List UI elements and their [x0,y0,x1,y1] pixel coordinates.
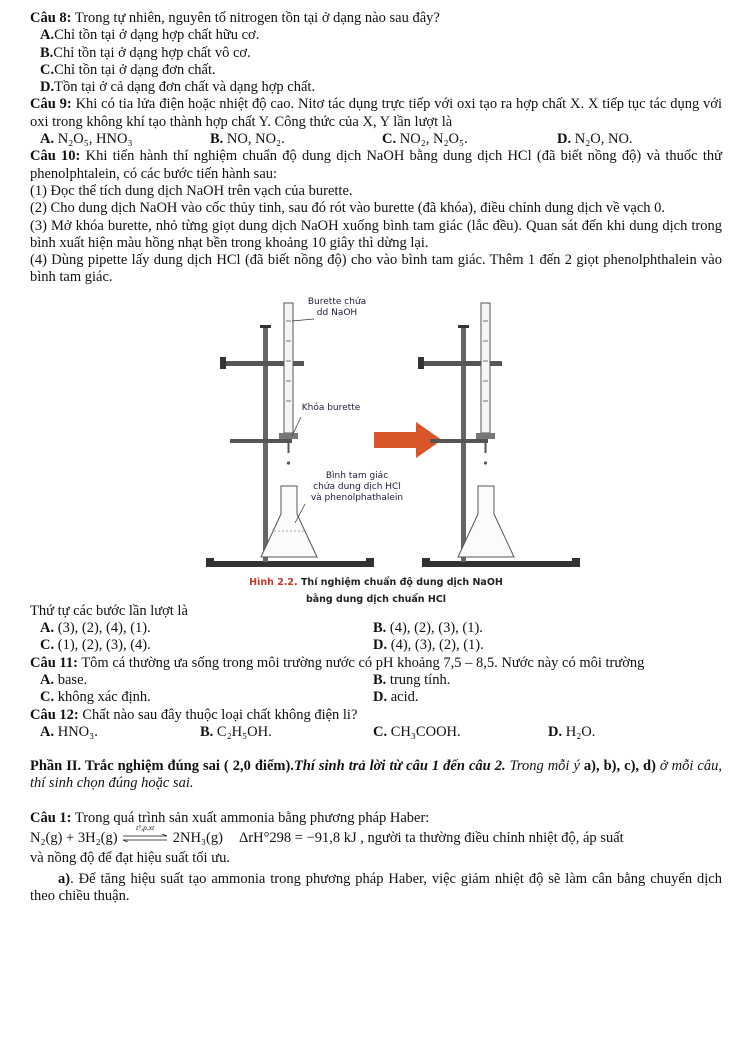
exam-page [30,10,722,905]
option-b: B. Chỉ tồn tại ở dạng hợp chất vô cơ. [40,44,251,61]
question-text: Chất nào sau đây thuộc loại chất không điện li? [78,706,358,723]
step-2: (2) Cho dung dịch NaOH vào cốc thủy tinh, sau đó rót vào burette (đã khóa), điều chỉnh dung dịch về vạch 0. [30,200,666,217]
question-8 [30,10,722,27]
question-10-prompt: Thứ tự các bước lần lượt là [30,602,188,619]
option-d: D. H₂O. [548,723,596,740]
option-b: B. NO, NO₂. [210,131,285,148]
options-row [30,620,722,637]
right-flask [458,486,514,557]
option-a: A. HNO₃. [40,723,98,740]
step-3: (3) Mở khóa burette, nhỏ từng giọt dung dịch NaOH xuống bình tam giác (lắc đều). Quan sát đến khi dung dịch trong bình xuất hiện màu hồng nhạt bền trong khoảng 10 giây thì dừng lại. [30,217,722,251]
question-9 [30,96,722,131]
question-label: Câu 8: [30,10,72,26]
question-text: Trong quá trình sản xuất ammonia bằng phương pháp Haber: [71,809,430,826]
option-c: C. không xác định. [40,689,151,706]
option-d: D. (4), (3), (2), (1). [373,637,484,654]
options-row [30,672,722,689]
option-b: B. trung tính. [373,671,451,688]
question-text: Trong tự nhiên, nguyên tố nitrogen tồn tại ở dạng nào sau đây? [71,10,440,26]
question-10 [30,148,722,183]
titration-figure [30,291,722,606]
question-text: Khi tiến hành thí nghiệm chuẩn độ dung dịch NaOH bằng dung dịch HCl (đã biết nồng độ) và thuốc thử phenolphtalein, có các bước tiến hành sau: [30,148,722,182]
step-1: (1) Đọc thể tích dung dịch NaOH trên vạch của burette. [30,182,353,199]
option-a: A. (3), (2), (4), (1). [40,620,151,637]
titration-diagram [30,291,722,591]
part-2-heading: Phần II. Trắc nghiệm đúng sai ( 2,0 điểm).Thí sinh trả lời từ câu 1 đến câu 2. Trong mỗi ý a), b), c), d) ở mỗi câu, thí sinh chọn đúng hoặc sai. [30,758,722,792]
question-label: Câu 1: [30,809,72,826]
figure-caption: Hình 2.2. Thí nghiệm chuẩn độ dung dịch NaOH bằng dung dịch chuẩn HCl [249,576,503,606]
option-c: C. CH₃COOH. [373,723,461,740]
part-title: Phần II. Trắc nghiệm đúng sai ( 2,0 điểm). [30,758,294,775]
question-12 [30,707,722,724]
option-b: B. C₂H₅OH. [200,723,272,740]
enthalpy-value: ΔrH°298 = −91,8 kJ [238,830,357,847]
options-row [30,637,722,654]
option-b: B. (4), (2), (3), (1). [373,620,483,637]
question-label: Câu 11: [30,654,78,671]
equilibrium-arrow: t°,p,xt [121,830,169,847]
question-1-cont: và nồng độ để đạt hiệu suất tối ưu. [30,850,230,867]
statement-a [30,871,722,906]
option-a: A. base. [40,671,88,688]
options-row [30,131,722,148]
label-khoa-burette: Khóa burette [301,402,361,413]
haber-equation: N₂(g) + 3H₂(g) t°,p,xt 2NH₃(g) ΔrH°298 = −91,8 kJ , người ta thường điều chỉnh nhiệt độ, áp suất [30,823,624,847]
option-d: D. acid. [373,689,419,706]
option-c: C. NO₂, N₂O₅. [382,131,468,148]
question-label: Câu 10: [30,148,81,165]
option-d: D. N₂O, NO. [557,131,633,148]
option-d: D. Tồn tại ở cả dạng đơn chất và dạng hợp chất. [40,79,316,96]
question-label: Câu 9: [30,96,72,113]
statement-text: . Để tăng hiệu suất tạo ammonia trong phương pháp Haber, việc giảm nhiệt độ sẽ làm cân bằng chuyển dịch theo chiều thuận. [30,870,722,904]
option-c: C. (1), (2), (3), (4). [40,637,151,654]
question-11 [30,655,722,672]
question-label: Câu 12: [30,706,79,723]
question-text: Tôm cá thường ưa sống trong môi trường nước có pH khoảng 7,5 – 8,5. Nước này có môi trường [77,654,645,671]
options-row [30,724,722,741]
options-row [30,689,722,706]
option-c: C. Chỉ tồn tại ở dạng đơn chất. [40,61,216,78]
question-text: Khi có tia lửa điện hoặc nhiệt độ cao. Nitơ tác dụng trực tiếp với oxi tạo ra hợp chất X. X tiếp tục tác dụng với oxi trong không khí tạo thành hợp chất Y. Công thức của X, Y lần lượt là [30,96,722,130]
label-binh-tam-giac: Bình tam giác chứa dung dịch HCl và phenolphathalein [310,470,404,503]
part-instruction-bold: Thí sinh trả lời từ câu 1 đến câu 2. [293,758,506,775]
statement-label: a) [58,870,71,887]
option-a: A. Chỉ tồn tại ở dạng hợp chất hữu cơ. [40,27,260,44]
option-a: A. N₂O₅, HNO₃ [40,131,133,148]
step-4: (4) Dùng pipette lấy dung dịch HCl (đã biết nồng độ) cho vào bình tam giác. Thêm 1 đến 2 giọt phenolphthalein vào bình tam giác. [30,252,722,286]
label-burette: Burette chứa dd NaOH [307,296,367,318]
